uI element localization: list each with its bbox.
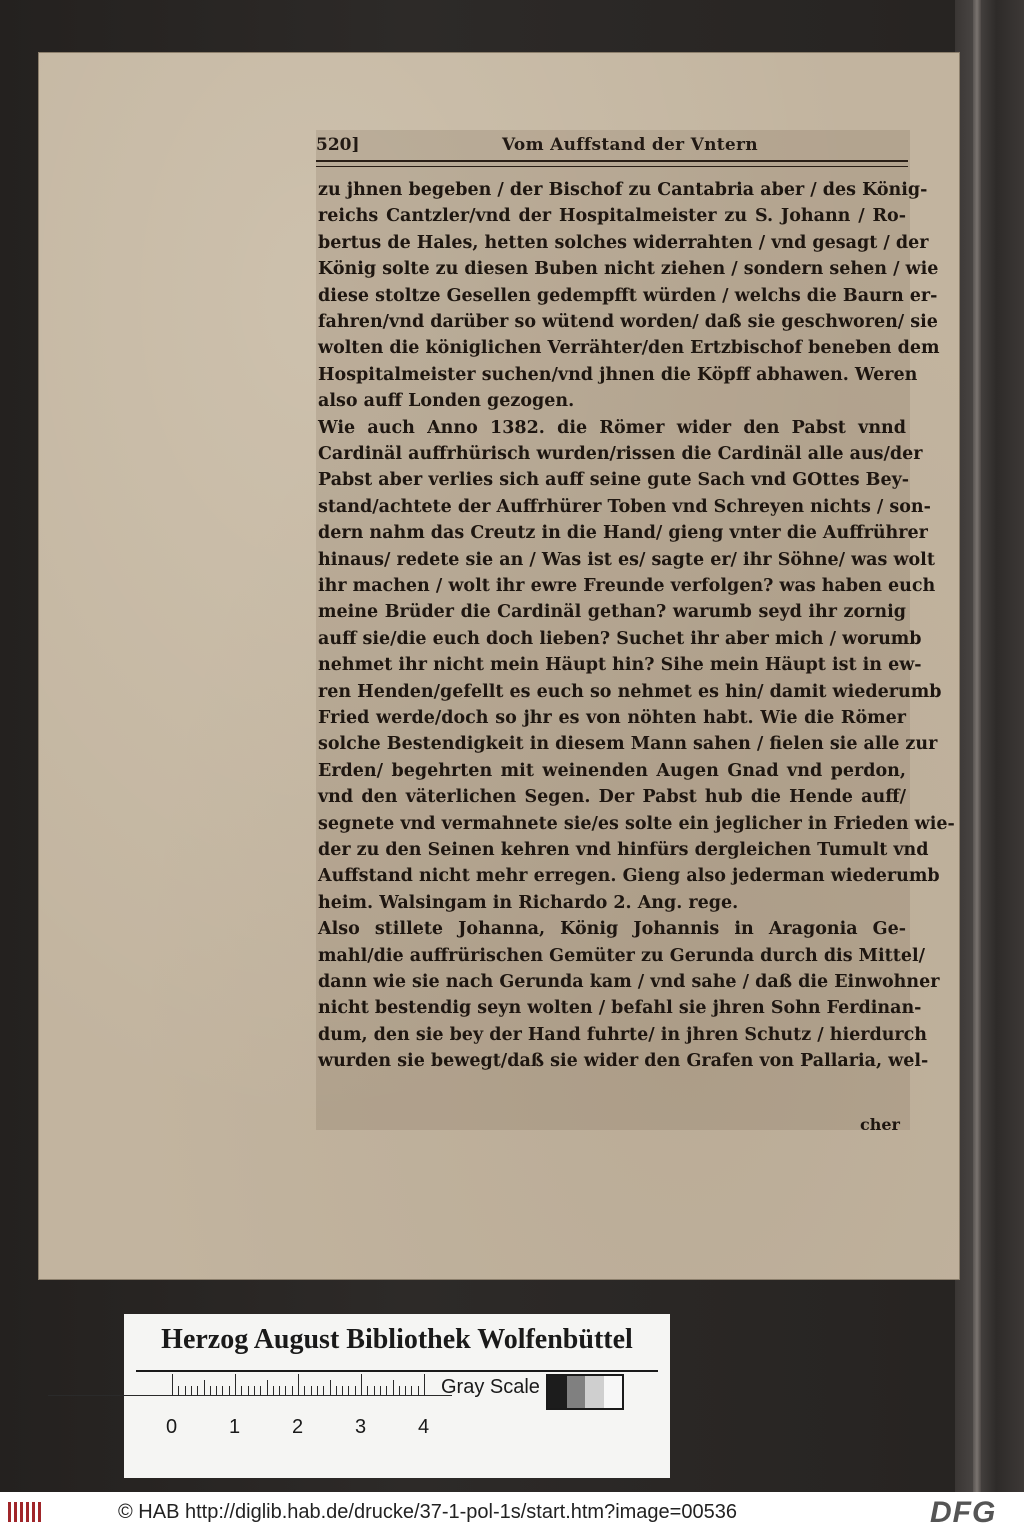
- text-line: nehmet ihr nicht mein Häupt hin? Sihe mein Häupt ist in ew-: [318, 655, 922, 676]
- ruler-tick: [279, 1386, 280, 1396]
- dfg-logo: DFG: [930, 1496, 997, 1529]
- ruler-tick: [311, 1386, 312, 1396]
- ruler-tick: [418, 1386, 419, 1396]
- ruler-tick: [229, 1386, 230, 1396]
- ruler-tick: [317, 1386, 318, 1396]
- ruler-tick: [393, 1380, 394, 1396]
- text-line: hinaus/ redete sie an / Was ist es/ sagte er/ ihr Söhne/ was wolt: [318, 549, 935, 570]
- ruler: [48, 1395, 452, 1396]
- text-line: Auffstand nicht mehr erregen. Gieng also jederman wiederumb: [318, 866, 940, 887]
- text-line: heim. Walsingam in Richardo 2. Ang. rege.: [318, 892, 739, 913]
- text-line: dern nahm das Creutz in die Hand/ gieng vnter die Auffrührer: [318, 523, 928, 544]
- card-title: Herzog August Bibliothek Wolfenbüttel: [161, 1324, 633, 1355]
- gray-scale-label: Gray Scale: [441, 1376, 540, 1398]
- ruler-tick: [260, 1386, 261, 1396]
- ruler-tick: [235, 1374, 236, 1396]
- ruler-tick: [336, 1386, 337, 1396]
- ruler-tick: [367, 1386, 368, 1396]
- page-number: 520]: [316, 135, 360, 155]
- ruler-tick: [330, 1380, 331, 1396]
- ruler-tick: [241, 1386, 242, 1396]
- ruler-tick: [348, 1386, 349, 1396]
- text-line: nicht bestendig seyn wolten / befahl sie jhren Sohn Ferdinan-: [318, 998, 922, 1019]
- text-line: vnd den väterlichen Segen. Der Pabst hub die Hende auff/: [318, 787, 906, 808]
- text-line: bertus de Hales, hetten solches widerrahten / vnd gesagt / der: [318, 232, 929, 253]
- gray-swatch-1: [548, 1376, 567, 1408]
- gray-swatch-3: [585, 1376, 604, 1408]
- gray-scale-swatches: [546, 1374, 624, 1410]
- running-title: Vom Auffstand der Vntern: [502, 135, 758, 155]
- text-line: Wie auch Anno 1382. die Römer wider den Pabst vnnd: [318, 417, 906, 438]
- hab-logo-icon: [6, 1498, 46, 1526]
- ruler-tick: [172, 1374, 173, 1396]
- ruler-tick: [210, 1386, 211, 1396]
- text-line: Cardinäl auffrhürisch wurden/rissen die Cardinäl alle aus/der: [318, 444, 923, 464]
- ruler-tick: [355, 1386, 356, 1396]
- ruler-tick: [374, 1386, 375, 1396]
- ruler-tick: [216, 1386, 217, 1396]
- ruler-tick: [222, 1386, 223, 1396]
- ruler-number: 3: [355, 1416, 367, 1438]
- book-edge: [955, 0, 1024, 1492]
- ruler-tick: [386, 1386, 387, 1396]
- ruler-number: 0: [166, 1416, 178, 1438]
- gray-swatch-2: [567, 1376, 586, 1408]
- text-line: diese stoltze Gesellen gedempfft würden / welchs die Baurn er-: [318, 285, 938, 306]
- ruler-tick: [197, 1386, 198, 1396]
- text-line: reichs Cantzler/vnd der Hospitalmeister zu S. Johann / Ro-: [318, 206, 906, 227]
- ruler-tick: [399, 1386, 400, 1396]
- ruler-tick: [405, 1386, 406, 1396]
- ruler-tick: [380, 1386, 381, 1396]
- ruler-number: 2: [292, 1416, 304, 1438]
- ruler-tick: [273, 1386, 274, 1396]
- ruler-tick: [342, 1386, 343, 1396]
- text-line: Fried werde/doch so jhr es von nöhten habt. Wie die Römer: [318, 708, 906, 728]
- ruler-tick: [411, 1386, 412, 1396]
- running-head: [316, 131, 910, 161]
- text-line: wolten die königlichen Verrähter/den Ertzbischof beneben dem: [318, 338, 940, 359]
- text-line: ihr machen / wolt ihr ewre Freunde verfolgen? was haben euch: [318, 576, 936, 596]
- text-line: mahl/die auffrürischen Gemüter zu Gerunda durch dis Mittel/: [318, 945, 926, 966]
- text-line: auff sie/die euch doch lieben? Suchet ihr aber mich / worumb: [318, 628, 922, 649]
- text-line: Hospitalmeister suchen/vnd jhnen die Köpff abhawen. Weren: [318, 364, 918, 385]
- catchword: cher: [860, 1115, 900, 1134]
- ruler-tick: [323, 1386, 324, 1396]
- card-rule: [136, 1370, 658, 1372]
- ruler-number: 1: [229, 1416, 241, 1438]
- ruler-tick: [191, 1386, 192, 1396]
- footer-credit: © HAB http://diglib.hab.de/drucke/37-1-pol-1s/start.htm?image=00536: [118, 1501, 737, 1523]
- text-line: wurden sie bewegt/daß sie wider den Grafen von Pallaria, wel-: [318, 1051, 929, 1072]
- text-line: dum, den sie bey der Hand fuhrte/ in jhren Schutz / hierdurch: [318, 1024, 928, 1045]
- text-line: ren Henden/gefellt es euch so nehmet es hin/ damit wiederumb: [318, 681, 942, 702]
- text-line: zu jhnen begeben / der Bischof zu Cantabria aber / des König-: [318, 180, 928, 200]
- ruler-tick: [254, 1386, 255, 1396]
- ruler-tick: [361, 1374, 362, 1396]
- text-line: Erden/ begehrten mit weinenden Augen Gnad vnd perdon,: [318, 760, 906, 781]
- head-rule: [316, 160, 908, 167]
- text-line: also auff Londen gezogen.: [318, 391, 575, 412]
- text-line: stand/achtete der Auffrhürer Toben vnd Schreyen nichts / son-: [318, 496, 931, 517]
- ruler-tick: [178, 1386, 179, 1396]
- text-line: meine Brüder die Cardinäl gethan? warumb seyd ihr zornig: [318, 602, 906, 623]
- text-line: dann wie sie nach Gerunda kam / vnd sahe / daß die Einwohner: [318, 972, 940, 992]
- ruler-tick: [185, 1386, 186, 1396]
- text-line: fahren/vnd darüber so wütend worden/ daß sie geschworen/ sie: [318, 312, 938, 332]
- ruler-tick: [424, 1374, 425, 1396]
- footer-bar: [0, 1492, 1024, 1534]
- text-line: der zu den Seinen kehren vnd hinfürs dergleichen Tumult vnd: [318, 840, 929, 860]
- ruler-tick: [204, 1380, 205, 1396]
- ruler-tick: [285, 1386, 286, 1396]
- text-line: Also stillete Johanna, König Johannis in Aragonia Ge-: [318, 919, 906, 940]
- text-line: solche Bestendigkeit in diesem Mann sahen / fielen sie alle zur: [318, 734, 938, 755]
- ruler-tick: [298, 1374, 299, 1396]
- text-line: König solte zu diesen Buben nicht ziehen / sondern sehen / wie: [318, 259, 939, 280]
- gray-swatch-4: [604, 1376, 623, 1408]
- ruler-tick: [267, 1380, 268, 1396]
- ruler-tick: [248, 1386, 249, 1396]
- ruler-tick: [292, 1386, 293, 1396]
- ruler-number: 4: [418, 1416, 430, 1438]
- text-line: segnete vnd vermahnete sie/es solte ein jeglicher in Frieden wie-: [318, 813, 955, 834]
- text-line: Pabst aber verlies sich auff seine gute Sach vnd GOttes Bey-: [318, 470, 910, 491]
- ruler-tick: [304, 1386, 305, 1396]
